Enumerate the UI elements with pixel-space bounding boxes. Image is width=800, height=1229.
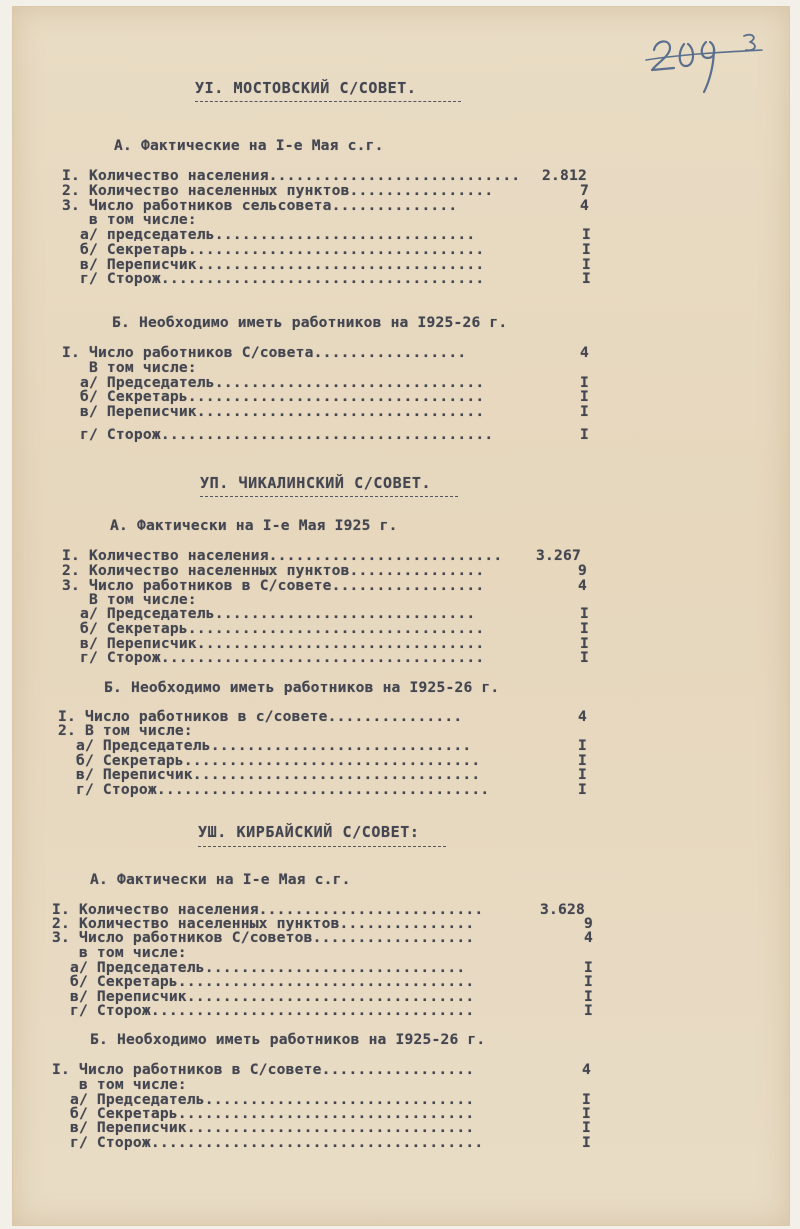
part-a-title: А. Фактически на I-е Мая с.г. [90,871,351,888]
report-value: 4 [580,344,589,361]
report-value: I [580,605,589,622]
report-line: г/ Сторож..................................... [52,1134,484,1151]
report-line: 2. Количество населенных пунктов............... [62,562,485,579]
report-line: 3. Число работников сельсовета.............. [62,197,458,214]
part-b-title: Б. Необходимо иметь работников на I925-26 г. [112,314,508,331]
report-value: I [578,766,587,783]
report-line: г/ Сторож.................................... [52,1002,475,1019]
report-value: I [580,649,589,666]
section-title-underline [200,496,458,497]
report-value: I [584,973,593,990]
report-line: в том числе: [52,1076,187,1093]
report-value: I [582,226,591,243]
report-line: I. Число работников в С/совете................. [52,1061,475,1078]
report-line: г/ Сторож..................................... [58,781,490,798]
report-line: в/ Переписчик................................ [58,766,481,783]
report-line: 3. Число работников в С/совете................. [62,577,485,594]
section-title-underline [198,846,446,847]
folio-number [644,30,774,100]
report-line: 3. Число работников С/советов.................. [52,929,475,946]
report-line: а/ Председатель............................. [58,737,472,754]
report-line: в/ Переписчик................................ [62,256,485,273]
report-value: I [582,1119,591,1136]
report-value: I [580,426,589,443]
report-value: I [582,1105,591,1122]
section-title: УШ. КИРБАЙСКИЙ С/СОВЕТ: [198,823,420,841]
report-value: 9 [584,915,593,932]
report-line: а/ Председатель.............................. [62,374,485,391]
report-line: в/ Переписчик................................ [52,988,475,1005]
report-line: а/ Председатель............................. [62,605,476,622]
report-line: а/ Председатель............................. [52,959,466,976]
report-value: 3.628 [540,901,585,918]
report-value: I [582,1091,591,1108]
section-title-underline [195,101,461,102]
report-line: в/ Переписчик................................ [62,635,485,652]
report-line: В том числе: [62,591,197,608]
report-line: б/ Секретарь................................. [58,752,481,769]
report-value: 4 [582,1061,591,1078]
report-value: 3.267 [536,547,581,564]
report-line: а/ председатель............................. [62,226,476,243]
report-value: 2.812 [542,167,587,184]
report-line: I. Количество населения............................ [62,167,521,184]
report-value: 9 [578,562,587,579]
report-line: б/ Секретарь................................. [62,620,485,637]
report-value: I [578,752,587,769]
report-value: 4 [578,577,587,594]
report-value: I [584,988,593,1005]
report-value: I [580,388,589,405]
report-value: I [582,241,591,258]
part-a-title: А. Фактические на I-е Мая с.г. [114,137,384,154]
folio-handwriting [644,30,774,100]
report-line: 2. В том числе: [58,722,193,739]
report-value: I [578,781,587,798]
report-line: в том числе: [62,211,197,228]
section-title: УП. ЧИКАЛИНСКИЙ С/СОВЕТ. [200,474,432,492]
report-line: I. Количество населения......................... [52,901,484,918]
report-line: б/ Секретарь................................. [52,1105,475,1122]
report-line: I. Количество населения.......................... [62,547,503,564]
report-value: I [580,403,589,420]
report-value: 4 [580,197,589,214]
report-line: г/ Сторож.................................... [62,649,485,666]
report-value: I [580,620,589,637]
report-line: г/ Сторож.................................... [62,270,485,287]
report-value: I [580,635,589,652]
report-value: I [584,1002,593,1019]
report-value: I [582,256,591,273]
report-line: б/ Секретарь................................. [62,388,485,405]
report-line: б/ Секретарь................................. [62,241,485,258]
report-line: I. Число работников в с/совете............... [58,708,463,725]
report-line: б/ Секретарь................................. [52,973,475,990]
report-value: I [578,737,587,754]
report-value: 4 [584,929,593,946]
report-value: I [580,374,589,391]
part-b-title: Б. Необходимо иметь работников на I925-26 г. [90,1031,486,1048]
report-line: в/ Переписчик................................ [52,1119,475,1136]
report-value: 7 [580,182,589,199]
report-line: в том числе: [52,944,187,961]
report-line: I. Число работников С/совета................. [62,344,467,361]
report-line: В том числе: [62,359,197,376]
report-line: а/ Председатель.............................. [52,1091,475,1108]
report-line: 2. Количество населенных пунктов................ [62,182,494,199]
report-value: I [584,959,593,976]
section-title: УI. МОСТОВСКИЙ С/СОВЕТ. [195,79,417,97]
part-b-title: Б. Необходимо иметь работников на I925-26 г. [104,679,500,696]
part-a-title: А. Фактически на I-е Мая I925 г. [110,517,398,534]
report-value: I [582,270,591,287]
report-value: I [582,1134,591,1151]
report-line: 2. Количество населенных пунктов............... [52,915,475,932]
report-value: 4 [578,708,587,725]
report-line: г/ Сторож..................................... [62,426,494,443]
report-line: в/ Переписчик................................ [62,403,485,420]
